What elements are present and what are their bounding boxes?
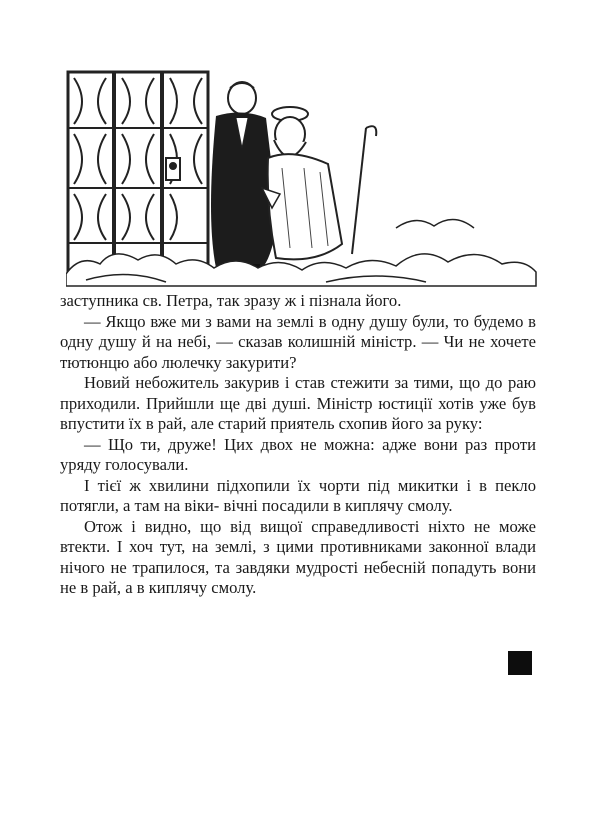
paragraph: — Що ти, друже! Цих двох не можна: адже вони раз проти уряду голосували. <box>60 434 536 474</box>
end-of-story-square-icon <box>508 651 532 675</box>
illustration-drawing <box>66 68 538 288</box>
story-illustration <box>66 68 538 288</box>
gate-lattice <box>68 72 208 272</box>
paragraph: заступника св. Петра, так зразу ж і пізнала його. <box>60 291 402 310</box>
paragraph: І тієї ж хвилини підхопили їх чорти під микитки і в пекло потягли, а там на віки- вічні посадили в киплячу смолу. <box>60 475 536 515</box>
paragraph: Новий небожитель закурив і став стежити за тими, що до раю приходили. Прийшли ще дві душі. Міністр юстиції хотів уже був впустити їх в рай, але старий приятель схопив його за руку: <box>60 373 536 433</box>
paragraph: — Якщо вже ми з вами на землі в одну душу були, то будемо в одну душу й на небі, — сказав колишній міністр. — Чи не хочете тютюнцю або люлечку закурити? <box>60 311 536 372</box>
story-text <box>60 291 536 599</box>
paragraph: Отож і видно, що від вищої справедливості ніхто не може втекти. І хоч тут, на землі, з цими противниками законної влади нічого не трапилося, та завдяки мудрості небесній попадуть вони не в рай, а в киплячу смолу. <box>60 516 536 597</box>
saint-peter-figure <box>262 107 376 259</box>
